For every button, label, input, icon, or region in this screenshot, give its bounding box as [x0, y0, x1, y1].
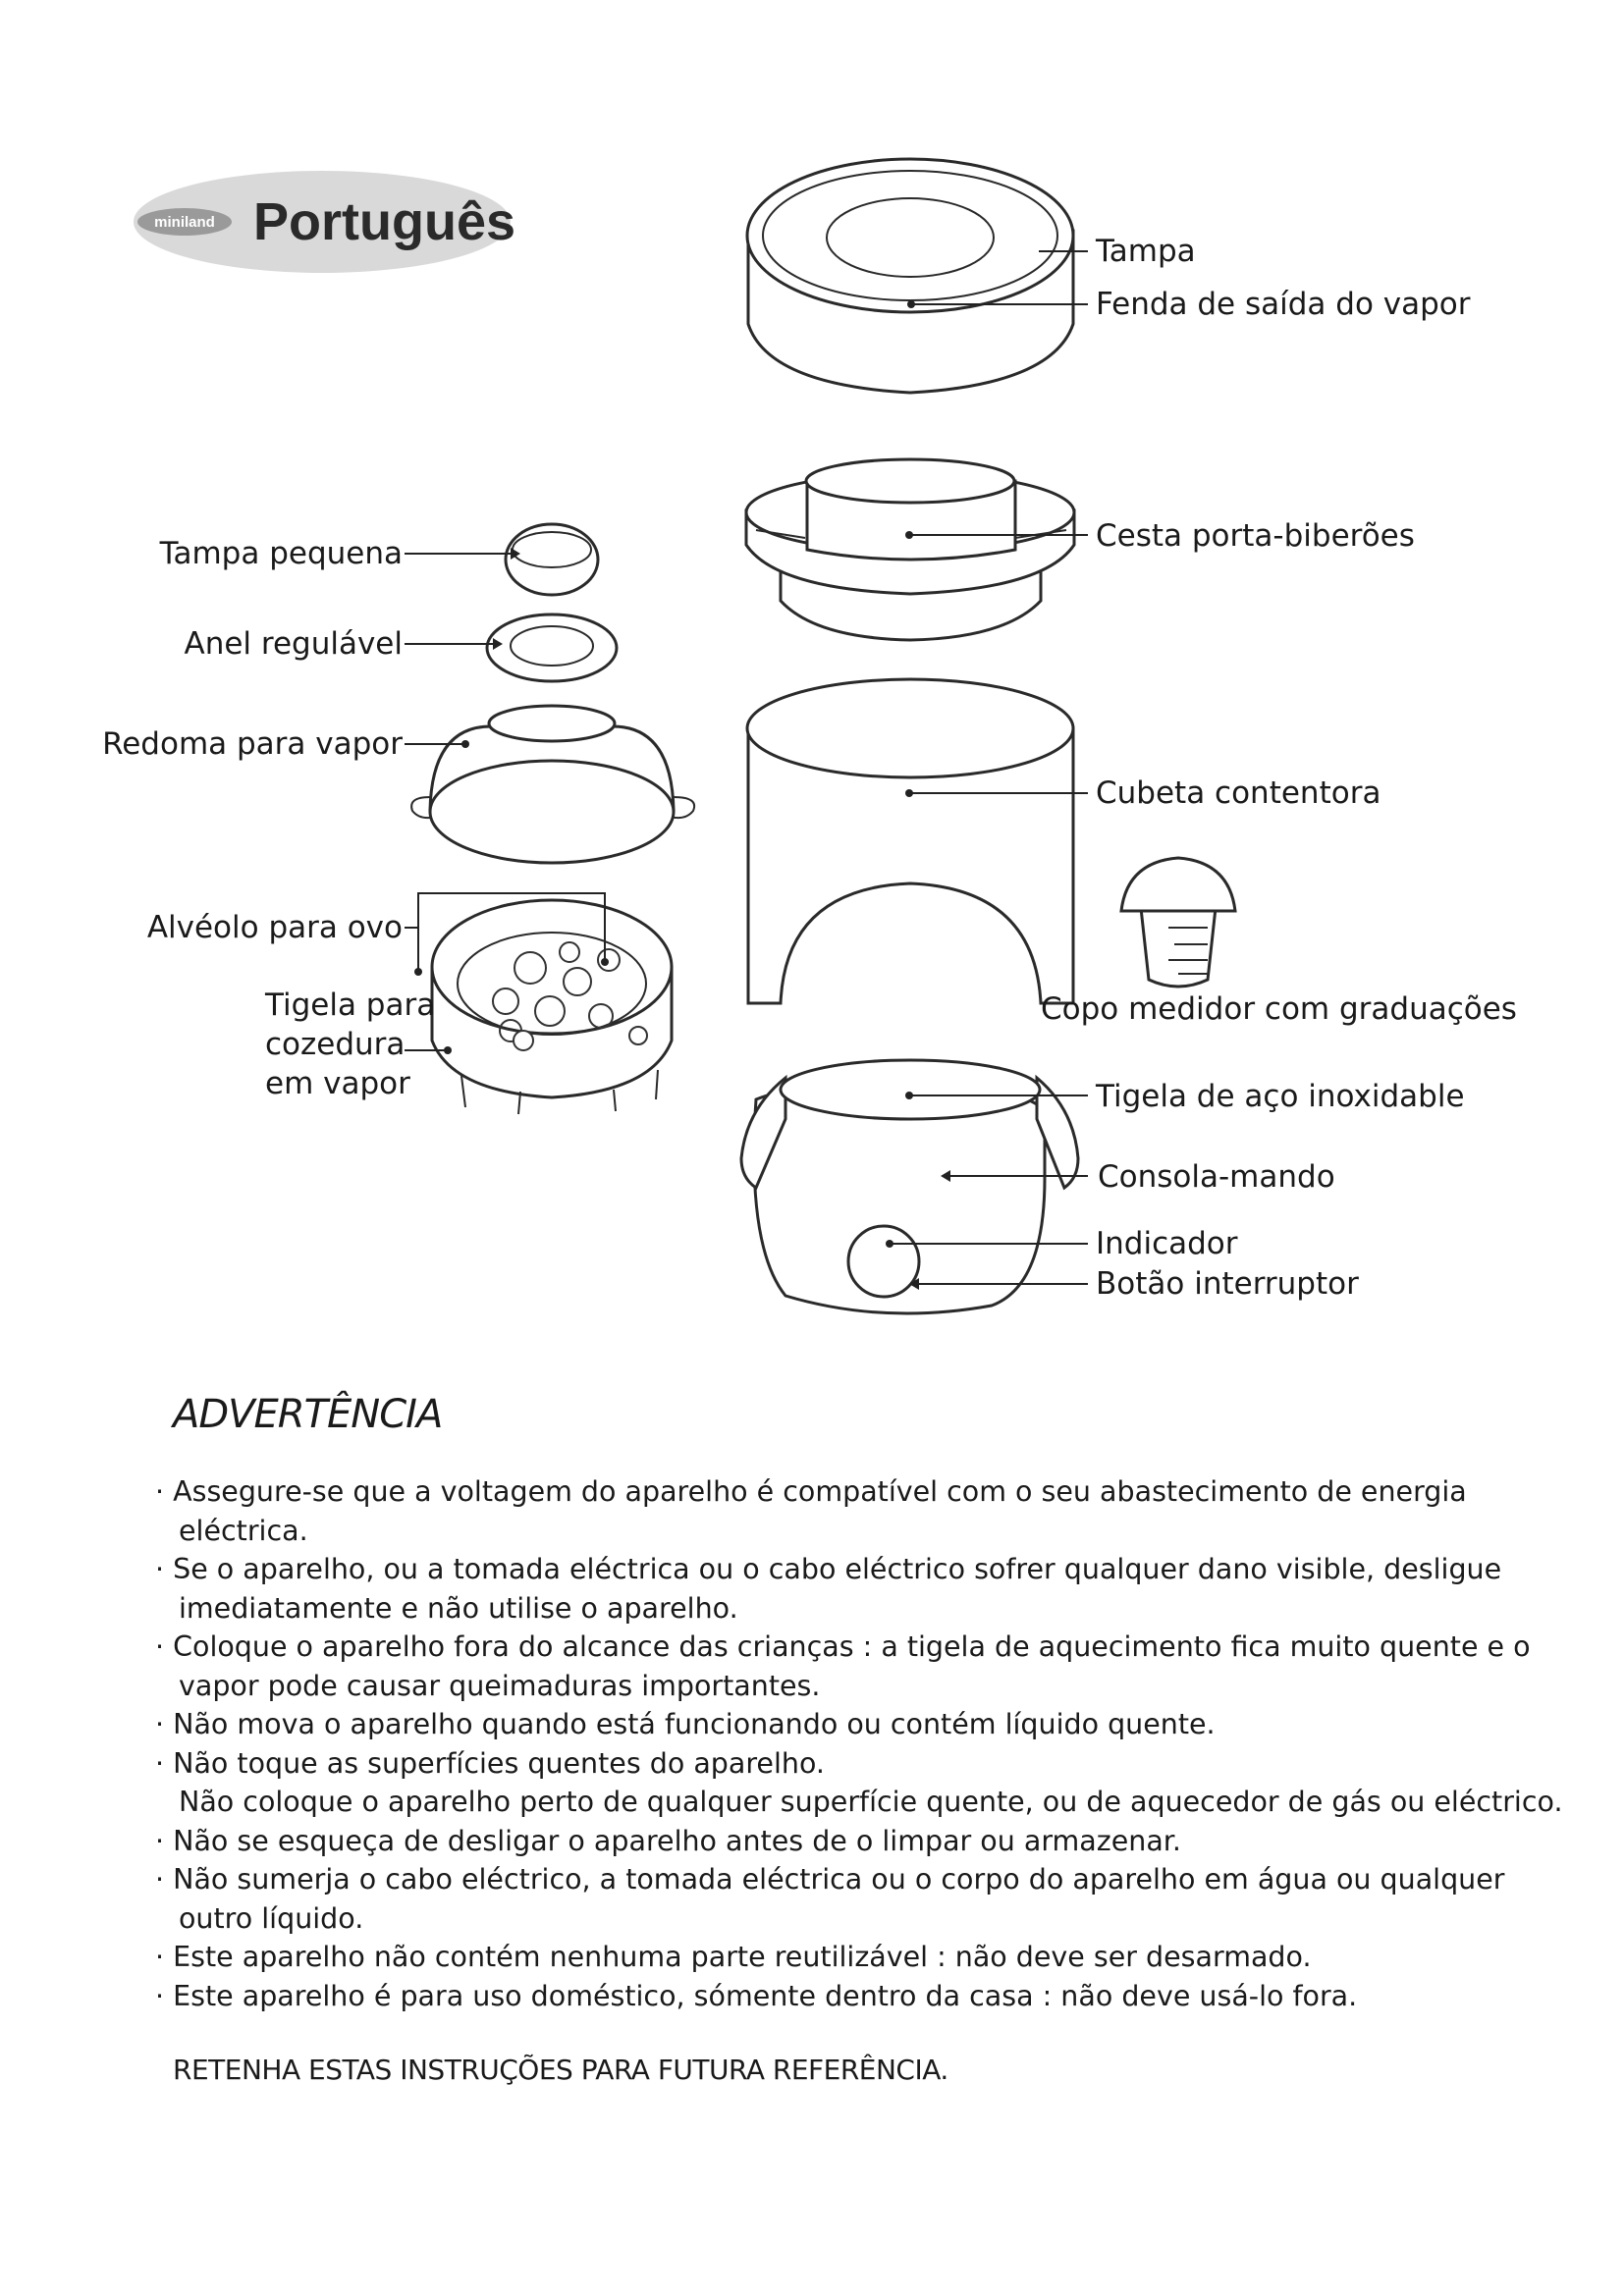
language-title: Português [253, 192, 516, 251]
basket-drawing [746, 459, 1074, 640]
label-tigela-line1: Tigela para [265, 988, 436, 1023]
dome-drawing [411, 706, 694, 863]
label-anel: Anel regulável [184, 626, 403, 662]
label-alveolo: Alvéolo para ovo [146, 910, 403, 945]
warning-item: · Não sumerja o cabo eléctrico, a tomada eléctrica ou o corpo do aparelho em água ou qualquer outro líquido. [155, 1863, 1505, 1935]
warning-item: Não coloque o aparelho perto de qualquer superfície quente, ou de aquecedor de gás ou eléctrico. [179, 1786, 1563, 1818]
label-botao: Botão interruptor [1096, 1266, 1359, 1302]
label-tigela-line2: cozedura [265, 1027, 406, 1062]
brand-name: miniland [154, 214, 215, 231]
steam-bowl-drawing [432, 900, 672, 1114]
label-tampa: Tampa [1096, 234, 1196, 269]
label-indicador: Indicador [1096, 1226, 1238, 1261]
measuring-cup-drawing [1121, 858, 1235, 987]
label-redoma: Redoma para vapor [102, 726, 403, 762]
warning-item: · Este aparelho é para uso doméstico, sómente dentro da casa : não deve usá-lo fora. [155, 1979, 1358, 2012]
warning-item: · Não mova o aparelho quando está funcionando ou contém líquido quente. [155, 1708, 1216, 1740]
warning-item: · Se o aparelho, ou a tomada eléctrica ou o cabo eléctrico sofrer qualquer dano visible, desligue imediatamente e não utilise o aparelho. [155, 1553, 1502, 1625]
warning-item: · Não se esqueça de desligar o aparelho antes de o limpar ou armazenar. [155, 1824, 1181, 1857]
label-cubeta: Cubeta contentora [1096, 775, 1381, 811]
label-tigela-aco: Tigela de aço inoxidable [1096, 1079, 1465, 1114]
label-tampa-pequena: Tampa pequena [159, 536, 403, 571]
warning-item: · Não toque as superfícies quentes do aparelho. [155, 1746, 825, 1780]
label-fenda: Fenda de saída do vapor [1096, 287, 1471, 322]
warning-item: · Assegure-se que a voltagem do aparelho é compatível com o seu abastecimento de energia eléctrica. [155, 1475, 1467, 1547]
brand-logo [134, 171, 515, 273]
lid-drawing [747, 159, 1073, 393]
ring-drawing [487, 614, 617, 681]
warning-list [155, 1472, 1569, 2015]
label-cesta: Cesta porta-biberões [1096, 518, 1415, 554]
label-copo: Copo medidor com graduações [1041, 991, 1517, 1027]
label-tigela-line3: em vapor [265, 1066, 410, 1101]
retain-instructions-note: RETENHA ESTAS INSTRUÇÕES PARA FUTURA REFERÊNCIA. [173, 2054, 948, 2086]
warning-item: · Este aparelho não contém nenhuma parte reutilizável : não deve ser desarmado. [155, 1941, 1312, 1973]
warning-title: ADVERTÊNCIA [173, 1392, 443, 1437]
container-drawing [747, 679, 1073, 1003]
warning-item: · Coloque o aparelho fora do alcance das crianças : a tigela de aquecimento fica muito quente e o vapor pode causar queimaduras importantes. [155, 1630, 1531, 1702]
label-consola: Consola-mando [1098, 1159, 1335, 1195]
small-lid-drawing [506, 524, 598, 595]
